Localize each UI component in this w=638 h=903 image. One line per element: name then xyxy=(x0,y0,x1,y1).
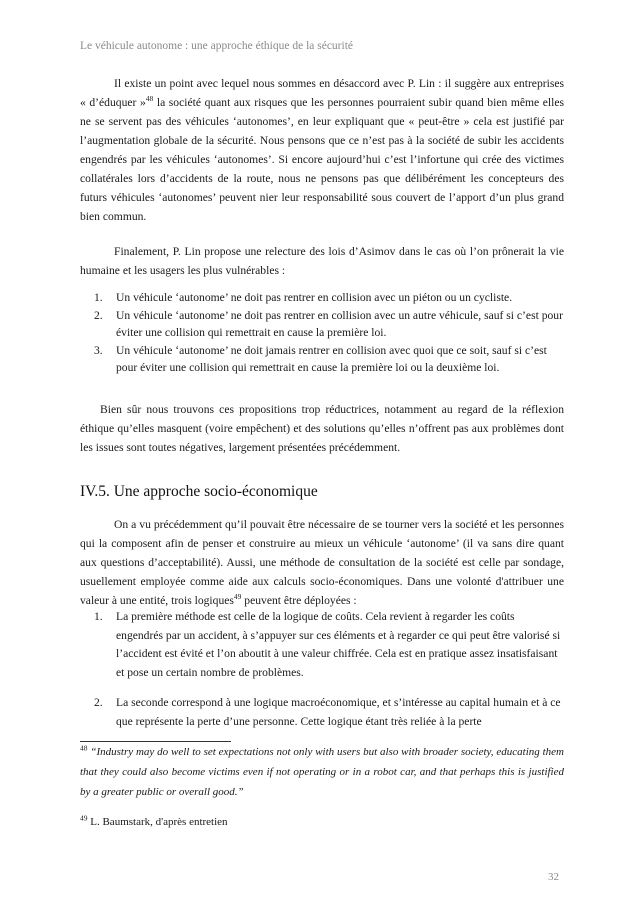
list-item-text: Un véhicule ‘autonome’ ne doit jamais rentrer en collision avec quoi que ce soit, sauf si c’est pour éviter une collision qui remettrait en cause la première loi ou la deuxième loi. xyxy=(116,343,547,374)
footnote-text: “Industry may do well to set expectations not only with users but also with broader society, educating them that they could also become victims even if not operating or in a robot car, and that perhaps this is justified by a greater public or overall good.” xyxy=(80,746,565,798)
footnote-text: L. Baumstark, d'après entretien xyxy=(90,816,228,828)
footnote-number: 49 xyxy=(80,813,88,823)
footnote-number: 48 xyxy=(80,743,88,753)
list-item xyxy=(80,608,564,682)
list-item xyxy=(80,342,564,377)
paragraph-text: la société quant aux risques que les personnes pourraient subir quand bien même elles ne se servent pas des véhicules ‘autonomes’, en leur expliquant que « peut-être » cela est justifié par l’augmentation globale de la sécurité. Nous pensons que ce n’est pas à la société de subir les accidents engendrés par les véhicules ‘autonomes’. Si encore aujourd’hui c’est l’infortune qui crée des victimes collatérales lors d’accidents de la route, nous ne pensons pas que délibérément les concepteurs des futurs véhicules ‘autonomes’ peuvent nier leur responsabilité sous couvert de l’apport d’un plus grand bien commun. xyxy=(80,96,565,223)
paragraph-text: Finalement, P. Lin propose une relecture des lois d’Asimov dans le cas où l’on prônerait la vie humaine et les usagers les plus vulnérables : xyxy=(80,245,564,277)
paragraph-socio-economic xyxy=(80,515,564,610)
list-item xyxy=(80,289,564,307)
running-header: Le véhicule autonome : une approche éthique de la sécurité xyxy=(80,40,354,52)
footnote-reference[interactable]: 49 xyxy=(233,592,242,602)
paragraph-text: Bien sûr nous trouvons ces propositions trop réductrices, notamment au regard de la réflexion éthique qu’elles masquent (voire empêchent) et des solutions qu’elles n’offrent pas aux problèmes dont les issues sont toutes négatives, largement présentées précédemment. xyxy=(80,403,564,454)
paragraph-text: peuvent être déployées : xyxy=(241,594,357,607)
section-heading: IV.5. Une approche socio-économique xyxy=(80,483,318,500)
footnote-48 xyxy=(80,742,564,802)
list-number: 3. xyxy=(94,343,103,357)
list-item xyxy=(80,694,564,731)
footnote-49 xyxy=(80,812,564,832)
list-item-text: La seconde correspond à une logique macroéconomique, et s’intéresse au capital humain et à ce que représente la perte d’une personne. Cette logique étant très reliée à la perte xyxy=(116,696,561,728)
list-number: 1. xyxy=(94,610,103,623)
list-item-text: Un véhicule ‘autonome’ ne doit pas rentrer en collision avec un autre véhicule, sauf si c’est pour éviter une collision qui remettrait en cause la première loi. xyxy=(116,308,563,339)
list-number: 1. xyxy=(94,291,103,304)
asimov-laws-list xyxy=(80,289,564,377)
valuation-logics-list xyxy=(80,608,564,743)
paragraph-critique xyxy=(80,400,564,457)
footnote-reference[interactable]: 48 xyxy=(145,94,154,104)
page-number: 32 xyxy=(548,871,559,883)
paragraph-text: Il existe un point avec lequel nous sommes en désaccord avec P. Lin : il suggère aux entreprises « d’éduquer » xyxy=(80,77,564,109)
list-number: 2. xyxy=(94,696,103,709)
list-item-text: La première méthode est celle de la logique de coûts. Cela revient à regarder les coûts engendrés par un accident, à s’appuyer sur ces éléments et à regarder ce qui peut être valorisé si l’accident est évité et l’on aboutit à une valeur chiffrée. Cela est en pratique assez insatisfaisant et pose un certain nombre de problèmes. xyxy=(116,610,561,679)
paragraph-text: On a vu précédemment qu’il pouvait être nécessaire de se tourner vers la société et les personnes qui la composent afin de penser et construire au mieux un véhicule ‘autonome’ (il va sans dire quant aux questions d’acceptabilité). Aussi, une méthode de consultation de la société est celle par sondage, usuellement employée comme aide aux calculs socio-économiques. Dans une volonté d'attribuer une valeur à une entité, trois logiques xyxy=(80,518,564,607)
paragraph-asimov-intro xyxy=(80,242,564,280)
list-number: 2. xyxy=(94,308,103,322)
paragraph-disagreement xyxy=(80,74,564,226)
list-item xyxy=(80,307,564,342)
list-item-text: Un véhicule ‘autonome’ ne doit pas rentrer en collision avec un piéton ou un cycliste. xyxy=(116,291,513,304)
